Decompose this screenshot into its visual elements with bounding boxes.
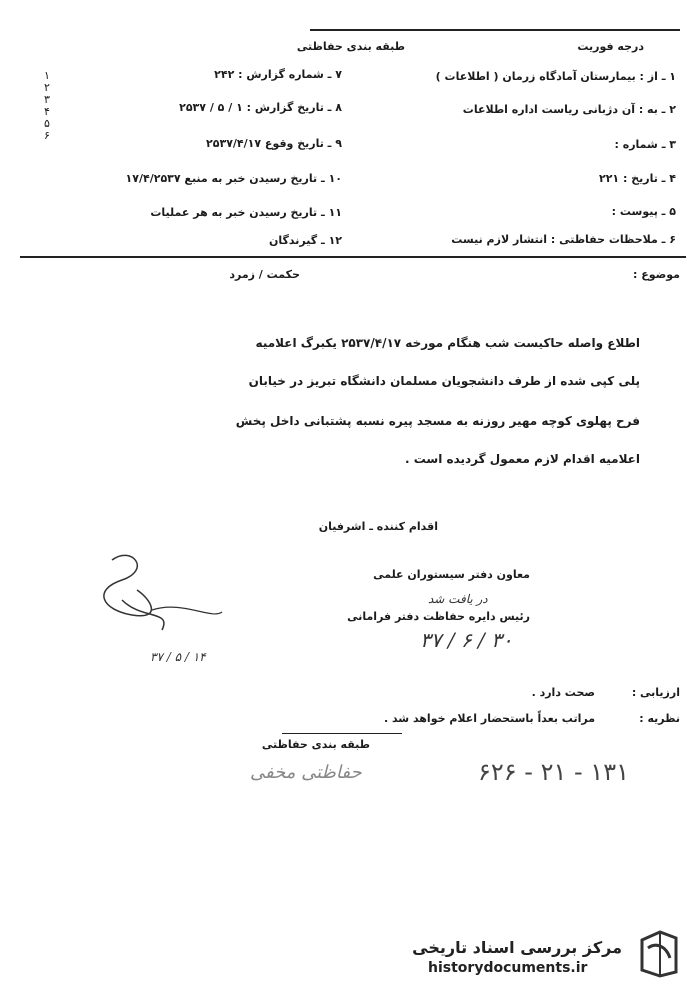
footer-org-name: مرکز بررسی اسناد تاریخی — [412, 938, 622, 957]
field-attachment: ۵ ـ پیوست : — [611, 205, 676, 218]
field-occurrence-date: ۹ ـ تاریخ وقوع ۲۵۳۷/۴/۱۷ — [206, 137, 342, 150]
classification-rule-bottom — [282, 733, 402, 734]
field-to: ۲ ـ به : آن دژبانی ریاست اداره اطلاعات — [462, 103, 676, 116]
field-date: ۴ ـ تاریخ : ۲۲۱ — [598, 172, 676, 185]
action-head: رئیس دایره حفاظت دفتر فرامانی — [347, 610, 530, 623]
field-from: ۱ ـ از : بیمارستان آمادگاه زرمان ( اطلاعات ) — [435, 70, 676, 83]
urgency-grade-label: درجه فوریت — [577, 40, 644, 53]
body-line-4: اعلامیه اقدام لازم معمول گردیده است . — [404, 452, 640, 466]
field-security-notes: ۶ ـ ملاحظات حفاظتی : انتشار لازم نیست — [451, 233, 676, 246]
footer-url: historydocuments.ir — [428, 960, 588, 976]
body-line-2: پلی کپی شده از طرف دانشجویان مسلمان دانشگاه تبریز در خیابان — [248, 374, 640, 388]
action-deputy: معاون دفتر سیستوران علمی — [373, 568, 530, 581]
assessment-value: صحت دارد . — [531, 686, 595, 699]
margin-number-marks — [40, 70, 54, 142]
margin-mark: ۵ — [44, 117, 50, 130]
signature-scribble — [92, 540, 232, 660]
margin-mark: ۳ — [44, 93, 50, 106]
header-rule-bottom — [20, 256, 686, 258]
classification-label-top: طبقه بندی حفاظتی — [296, 40, 405, 53]
body-line-3: فرح پهلوی کوچه مهیر روزنه به مسجد پیره نسبه پشتبانی داخل پخش — [235, 414, 640, 428]
margin-mark: ۱ — [44, 69, 50, 82]
subject-value: حکمت / زمرد — [229, 268, 300, 281]
margin-mark: ۶ — [44, 129, 50, 142]
margin-mark: ۴ — [44, 105, 50, 118]
field-report-date: ۸ ـ تاریخ گزارش : ۱ / ۵ / ۲۵۳۷ — [179, 101, 342, 114]
field-source-date: ۱۰ ـ تاریخ رسیدن خبر به منبع ۱۷/۴/۲۵۳۷ — [125, 172, 342, 185]
field-number: ۳ ـ شماره : — [614, 138, 676, 151]
opinion-label: نظریه : — [639, 712, 680, 725]
document-number: ۱۳۱ - ۲۱ - ۶۲۶ — [478, 758, 629, 786]
field-report-number: ۷ ـ شماره گزارش : ۲۴۲ — [214, 68, 342, 81]
field-operations-date: ۱۱ ـ تاریخ رسیدن خبر به هر عملیات — [150, 206, 342, 219]
handwritten-signature-date: ۳۰ / ۶ / ۳۷ — [420, 628, 513, 652]
action-officer: اقدام کننده ـ اشرفیان — [318, 520, 438, 533]
header-rule-top — [310, 29, 680, 31]
field-recipients: ۱۲ ـ گیرندگان — [269, 234, 342, 247]
subject-label: موضوع : — [633, 268, 680, 281]
classification-label-bottom: طبقه بندی حفاظتی — [261, 738, 370, 751]
margin-mark: ۲ — [44, 81, 50, 94]
book-feather-icon — [636, 928, 682, 978]
opinion-value: مراتب بعداً باستحضار اعلام خواهد شد . — [383, 712, 595, 725]
handwritten-date: ۱۴ / ۵ / ۳۷ — [150, 650, 206, 664]
assessment-label: ارزیابی : — [631, 686, 680, 699]
handwritten-name: حفاظتی مخفی — [250, 762, 362, 783]
handwritten-received: در یافت شد — [428, 592, 488, 606]
body-line-1: اطلاع واصله حاکیست شب هنگام مورخه ۲۵۳۷/۴/۱۷ یکبرگ اعلامیه — [255, 336, 640, 350]
